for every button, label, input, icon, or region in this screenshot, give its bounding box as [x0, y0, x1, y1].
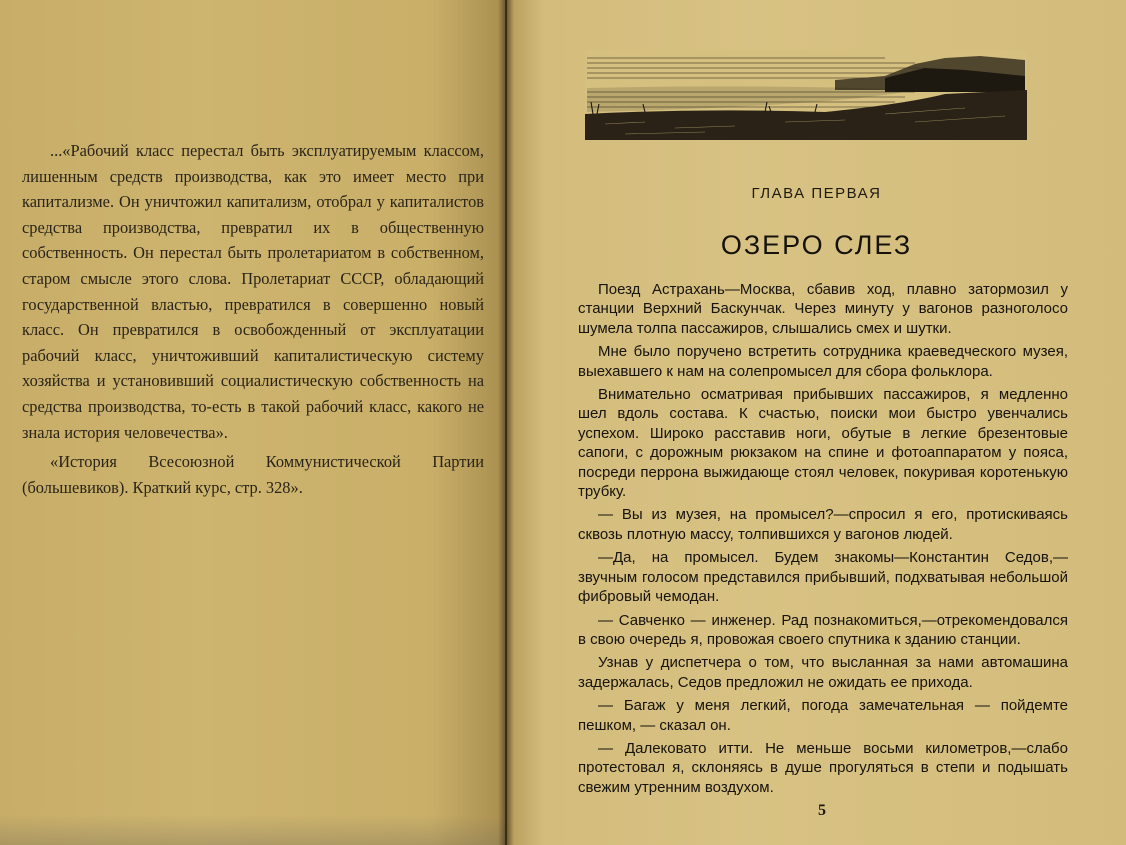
paragraph: Мне было поручено встретить сотрудника краеведческого музея, выехавшего к нам на солепромысел для сбора фольклора.	[578, 343, 1068, 380]
paragraph: — Багаж у меня легкий, погода замечательная — пойдемте пешком, — сказал он.	[578, 697, 1068, 734]
epigraph-quote	[22, 138, 484, 500]
lake-landscape-illustration	[585, 50, 1027, 140]
quote-source: «История Всесоюзной Коммунистической Партии (большевиков). Краткий курс, стр. 328».	[22, 452, 484, 497]
chapter-body	[578, 280, 1068, 801]
left-page	[0, 0, 505, 845]
paragraph: — Савченко — инженер. Рад познакомиться,—отрекомендовался в свою очередь я, провожая своего спутника к зданию станции.	[578, 611, 1068, 648]
chapter-title: ОЗЕРО СЛЕЗ	[720, 230, 913, 260]
paragraph: Узнав у диспетчера о том, что высланная за нами автомашина задержалась, Седов предложил не ожидать ее прихода.	[578, 654, 1068, 691]
paragraph: — Далековато итти. Не меньше восьми километров,—слабо протестовал я, склоняясь в душе прогуляться в степи и подышать свежим утренним воздухом.	[578, 739, 1068, 796]
book-gutter	[498, 0, 514, 845]
chapter-label: ГЛАВА ПЕРВАЯ	[751, 185, 882, 202]
page-shadow	[0, 815, 505, 845]
paragraph: Внимательно осматривая прибывших пассажиров, я медленно шел вдоль состава. К счастью, поиски мои быстро увенчались успехом. Широко расставив ноги, обутые в легкие брезентовые сапоги, с дорожным рюкзаком на спине и фотоаппаратом у пояса, посреди перрона выжидающе стоял человек, покуривая коротенькую трубку.	[578, 386, 1068, 501]
page-number: 5	[818, 802, 826, 819]
paragraph: — Вы из музея, на промысел?—спросил я его, протискиваясь сквозь плотную массу, толпившихся у вагонов людей.	[578, 506, 1068, 543]
paragraph: —Да, на промысел. Будем знакомы—Константин Седов,— звучным голосом представился прибывший, подхватывая небольшой фибровый чемодан.	[578, 549, 1068, 606]
paragraph: Поезд Астрахань—Москва, сбавив ход, плавно затормозил у станции Верхний Баскунчак. Через минуту у вагонов разноголосо шумела толпа пассажиров, слышались смех и шутки.	[578, 281, 1068, 337]
quote-text: ...«Рабочий класс перестал быть эксплуатируемым классом, лишенным средств производства, как это имеет место при капитализме. Он уничтожил капитализм, отобрал у капиталистов средства производства, превратил их в общественную собственность. Он перестал быть пролетариатом в собственном, старом смысле этого слова. Пролетариат СССР, обладающий государственной властью, превратился в совершенно новый класс. Он превратился в освобожденный от эксплуатации рабочий класс, уничтоживший капиталистическую систему хозяйства и установивший социалистическую собственность на средства производства, то-есть в такой рабочий класс, какого не знала история человечества».	[22, 141, 484, 442]
